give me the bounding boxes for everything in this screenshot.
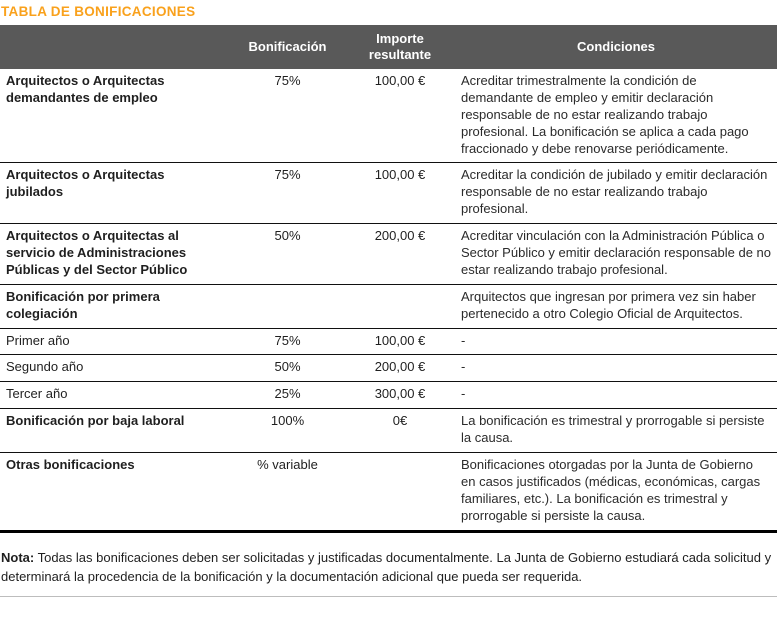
row-bonificacion: % variable [230,453,345,532]
row-label: Primer año [0,328,230,355]
row-importe: 200,00 € [345,355,455,382]
row-importe [345,453,455,532]
bonificaciones-table [0,25,777,533]
row-label: Arquitectos o Arquitectas al servicio de Administraciones Públicas y del Sector Público [0,224,230,285]
table-row [0,69,777,163]
row-condiciones: Acreditar trimestralmente la condición de demandante de empleo y emitir declaración responsable de no estar realizando trabajo profesional. La bonificación se aplica a cada pago fraccionado y debe renovarse periódicamente. [461,73,749,156]
table-header-row [0,25,777,69]
row-label: Bonificación por baja laboral [0,409,230,453]
table-row [0,382,777,409]
bottom-divider [0,596,777,597]
row-condiciones: Arquitectos que ingresan por primera vez sin haber pertenecido a otro Colegio Oficial de Arquitectos. [455,284,777,328]
header-importe-resultante: Importe resultante [345,25,455,69]
footnote-label: Nota: [1,549,35,565]
table-row [0,409,777,453]
row-condiciones: Bonificaciones otorgadas por la Junta de Gobierno en casos justificados (médicas, económicas, cargas familiares, etc.). La bonificación es trimestral y prorrogable si persiste la causa. [455,453,777,532]
row-bonificacion: 100% [230,409,345,453]
footnote-text: Todas las bonificaciones deben ser solicitadas y justificadas documentalmente. La Junta de Gobierno estudiará cada solicitud y determinará la procedencia de la bonificación y la documentación adicional que pueda ser requerida. [1,549,772,585]
row-importe: 100,00 € [345,163,455,224]
table-row [0,328,777,355]
row-importe: 300,00 € [345,382,455,409]
row-bonificacion: 50% [230,224,345,285]
header-bonificacion: Bonificación [230,25,345,69]
row-condiciones: - [455,382,777,409]
row-bonificacion: 50% [230,355,345,382]
row-bonificacion: 75% [230,163,345,224]
footnote [1,548,776,587]
table-row [0,355,777,382]
table-row [0,163,777,224]
row-condiciones: Acreditar vinculación con la Administración Pública o Sector Público y emitir declaración responsable de no estar realizando trabajo profesional. [455,224,777,285]
row-label: Otras bonificaciones [0,453,230,532]
row-importe: 100,00 € [345,328,455,355]
table-row [0,224,777,285]
row-importe [345,284,455,328]
row-label: Bonificación por primera colegiación [0,284,230,328]
row-label: Arquitectos o Arquitectas demandantes de empleo [6,73,165,105]
row-condiciones: - [455,355,777,382]
row-importe: 0€ [345,409,455,453]
row-importe: 200,00 € [345,224,455,285]
row-label: Segundo año [0,355,230,382]
row-bonificacion: 75% [274,73,301,88]
row-label: Tercer año [0,382,230,409]
table-row [0,284,777,328]
row-bonificacion: 75% [230,328,345,355]
row-importe: 100,00 € [374,73,426,88]
header-condiciones: Condiciones [455,25,777,69]
table-row [0,453,777,532]
row-condiciones: La bonificación es trimestral y prorrogable si persiste la causa. [455,409,777,453]
row-bonificacion: 25% [230,382,345,409]
row-condiciones: - [455,328,777,355]
page-title: TABLA DE BONIFICACIONES [1,4,196,19]
header-empty [0,25,230,69]
row-condiciones: Acreditar la condición de jubilado y emitir declaración responsable de no estar realizando trabajo profesional. [455,163,777,224]
row-bonificacion [230,284,345,328]
row-label: Arquitectos o Arquitectas jubilados [0,163,230,224]
